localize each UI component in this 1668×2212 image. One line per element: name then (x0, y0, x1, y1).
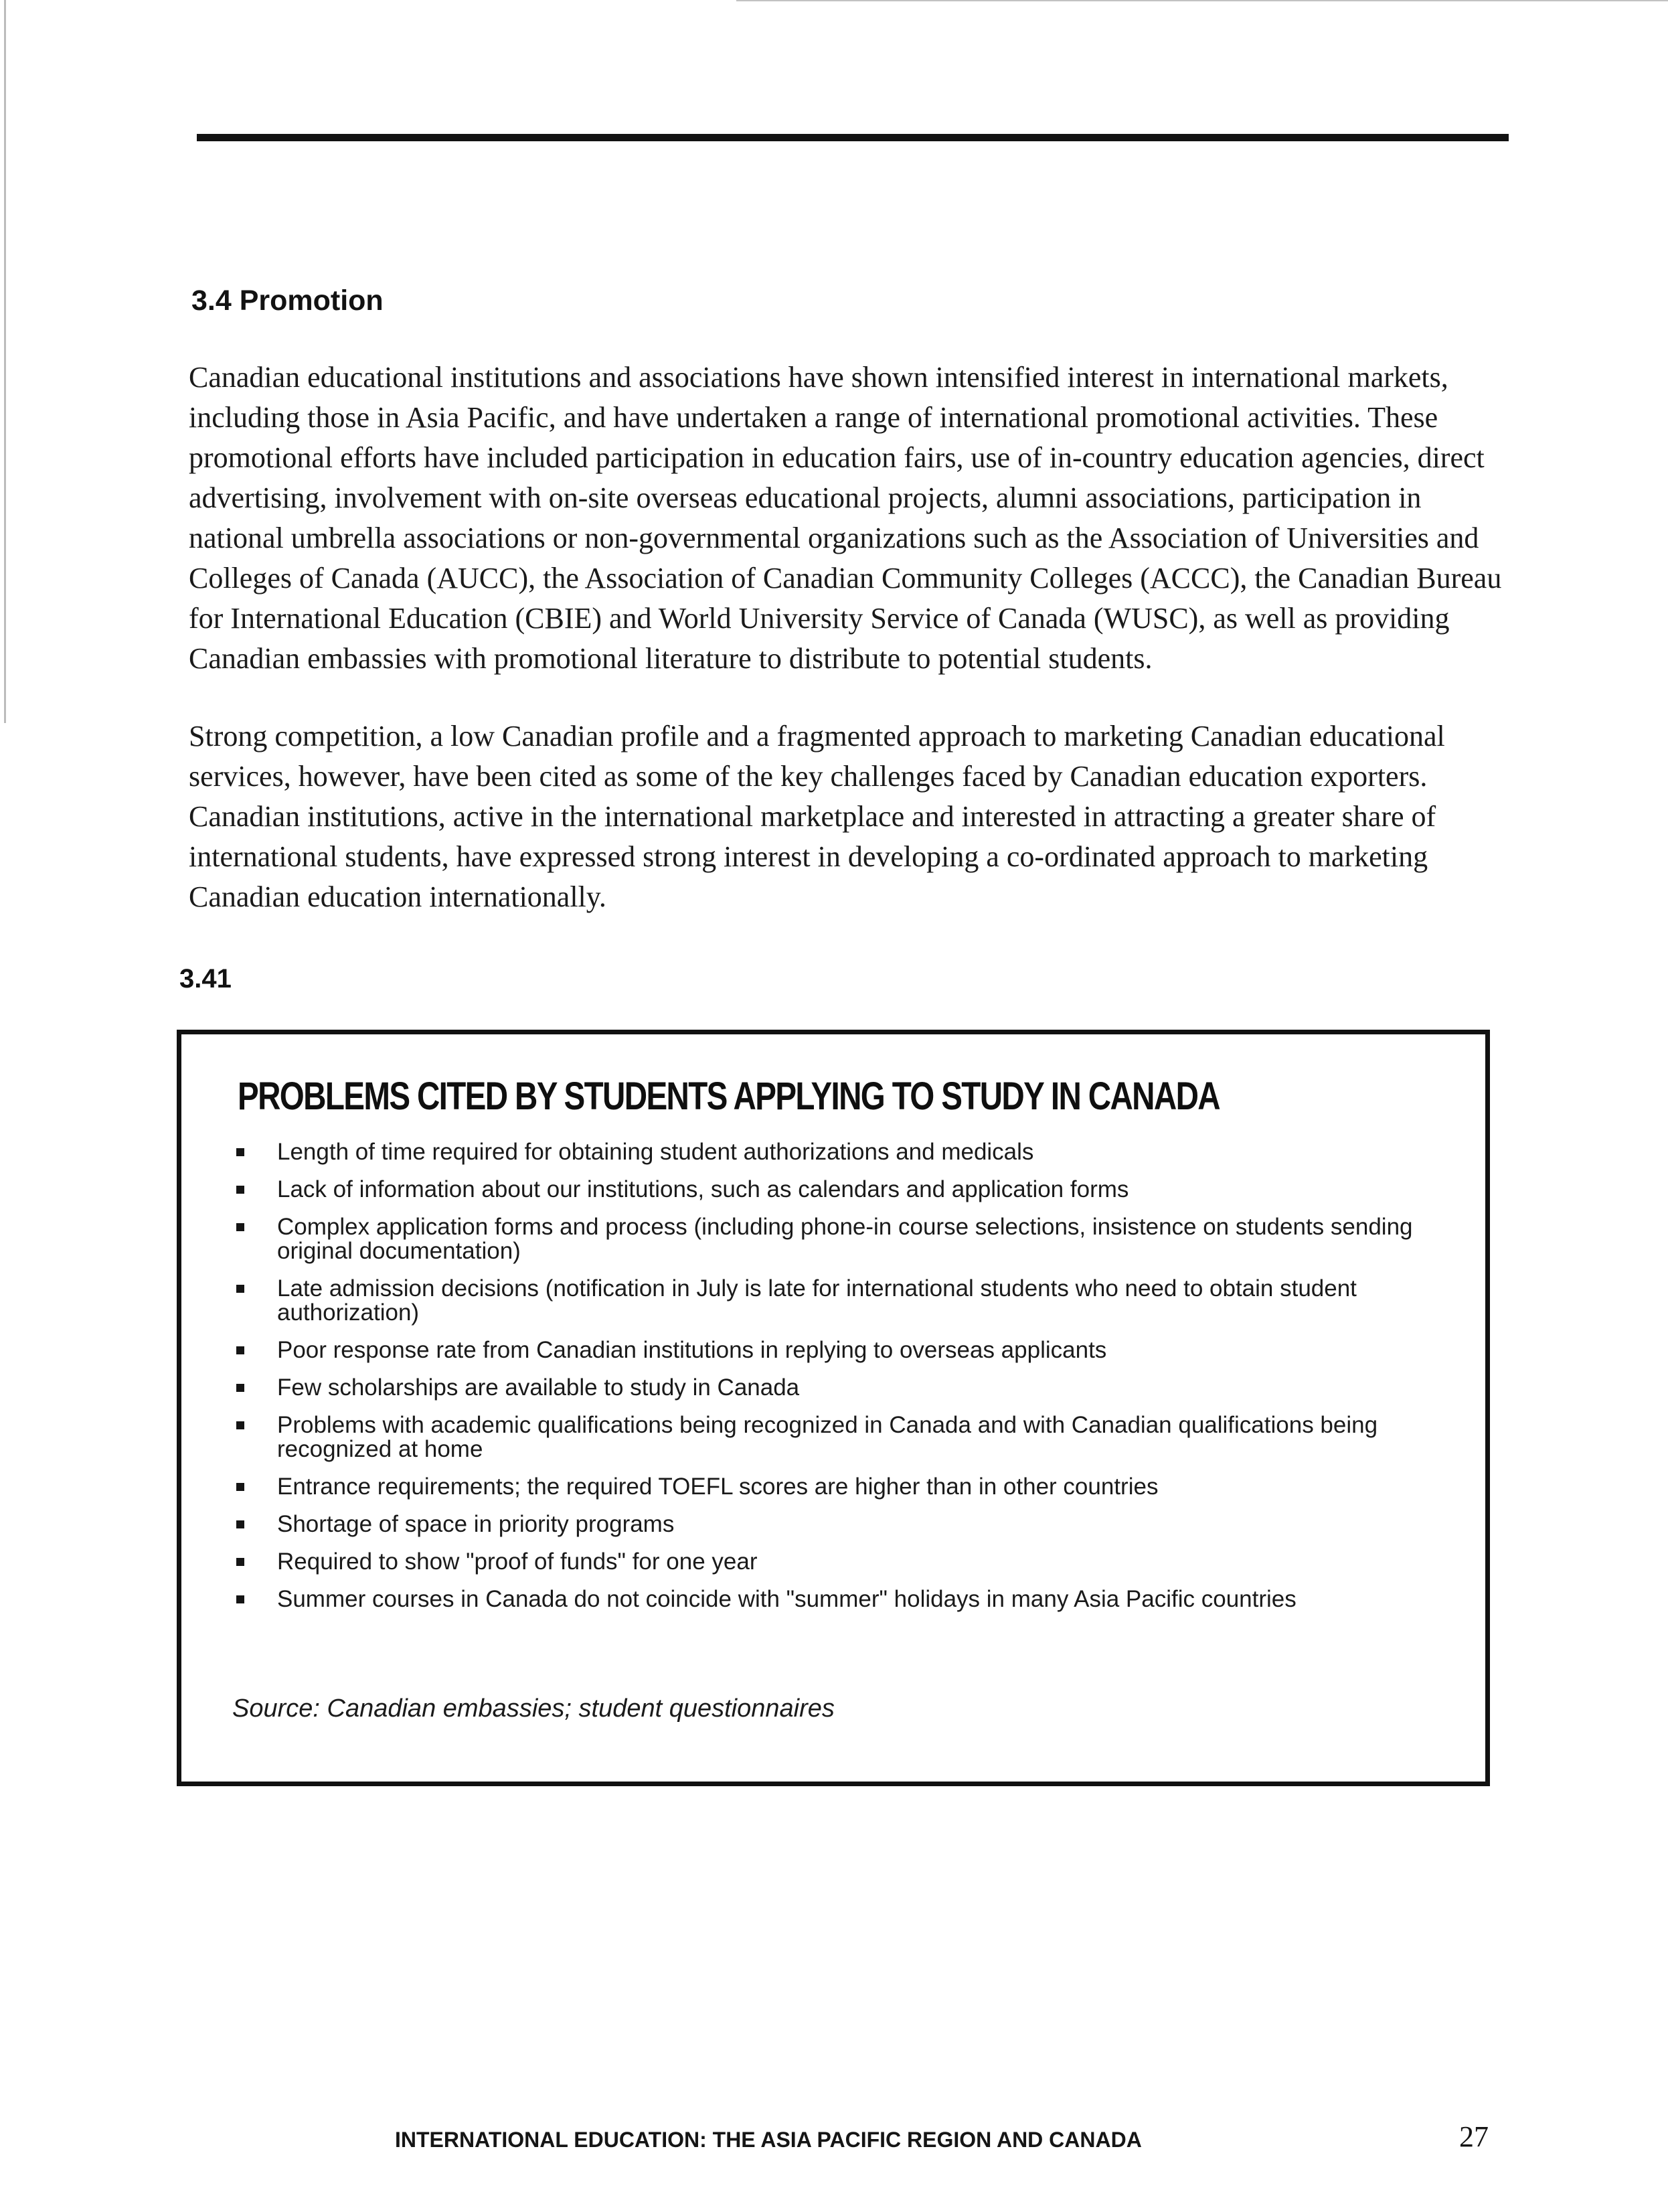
list-item (235, 1413, 1480, 1462)
list-item-text: Lack of information about our institutions, such as calendars and application forms (277, 1176, 1129, 1202)
list-item (235, 1338, 1480, 1362)
list-item-text: Few scholarships are available to study in Canada (277, 1374, 800, 1401)
square-bullet-icon (236, 1483, 244, 1491)
square-bullet-icon (236, 1285, 244, 1293)
square-bullet-icon (236, 1558, 244, 1566)
list-item (235, 1178, 1480, 1202)
list-item (235, 1277, 1480, 1325)
body-paragraph: Canadian educational institutions and associations have shown intensified interest in international markets, including those in Asia Pacific, and have undertaken a range of international promotional activities. These promotional efforts have included participation in education fairs, use of in-country education agencies, direct advertising, involvement with on-site overseas educational projects, alumni associations, participation in national umbrella associations or non-governmental organizations such as the Association of Universities and Colleges of Canada (AUCC), the Association of Canadian Community Colleges (ACCC), the Canadian Bureau for International Education (CBIE) and World University Service of Canada (WUSC), as well as providing Canadian embassies with promotional literature to distribute to potential students. (189, 361, 1502, 675)
list-item-text: Poor response rate from Canadian institutions in replying to overseas applicants (277, 1337, 1107, 1363)
section-heading: 3.4 Promotion (191, 285, 384, 317)
body-paragraph: Strong competition, a low Canadian profile and a fragmented approach to marketing Canadian educational services, however, have been cited as some of the key challenges faced by Canadian education exporters. Canadian institutions, active in the international marketplace and interested in attracting a greater share of international students, have expressed strong interest in developing a co-ordinated approach to marketing Canadian education internationally. (189, 720, 1445, 913)
list-item-text: Complex application forms and process (including phone-in course selections, insistence on students sending original documentation) (277, 1214, 1413, 1264)
list-item-text: Problems with academic qualifications being recognized in Canada and with Canadian qualifications being recognized at home (277, 1412, 1378, 1462)
list-item (235, 1376, 1480, 1400)
square-bullet-icon (236, 1595, 244, 1603)
header-rule (197, 134, 1509, 141)
square-bullet-icon (236, 1223, 244, 1231)
square-bullet-icon (236, 1384, 244, 1392)
square-bullet-icon (236, 1186, 244, 1194)
figure-number: 3.41 (179, 964, 232, 994)
scan-edge-top (736, 0, 1668, 1)
problems-list (235, 1140, 1480, 1625)
list-item (235, 1587, 1480, 1611)
list-item-text: Summer courses in Canada do not coincide with "summer" holidays in many Asia Pacific countries (277, 1586, 1297, 1612)
list-item-text: Late admission decisions (notification in July is late for international students who need to obtain student authorization) (277, 1275, 1357, 1326)
list-item (235, 1550, 1480, 1574)
square-bullet-icon (236, 1520, 244, 1528)
list-item-text: Length of time required for obtaining student authorizations and medicals (277, 1139, 1034, 1165)
list-item (235, 1475, 1480, 1499)
scan-edge-left (4, 0, 6, 723)
list-item-text: Entrance requirements; the required TOEFL scores are higher than in other countries (277, 1474, 1159, 1500)
list-item (235, 1512, 1480, 1536)
square-bullet-icon (236, 1346, 244, 1354)
list-item (235, 1140, 1480, 1164)
list-item-text: Required to show "proof of funds" for one year (277, 1549, 758, 1575)
page-number: 27 (1459, 2120, 1489, 2153)
running-footer: INTERNATIONAL EDUCATION: THE ASIA PACIFIC REGION AND CANADA (395, 2128, 1142, 2152)
source-note: Source: Canadian embassies; student questionnaires (232, 1694, 835, 1723)
box-title: PROBLEMS CITED BY STUDENTS APPLYING TO STUDY IN CANADA (238, 1075, 1220, 1118)
square-bullet-icon (236, 1148, 244, 1156)
list-item (235, 1215, 1480, 1263)
problems-box (177, 1030, 1490, 1786)
square-bullet-icon (236, 1421, 244, 1429)
list-item-text: Shortage of space in priority programs (277, 1511, 675, 1537)
